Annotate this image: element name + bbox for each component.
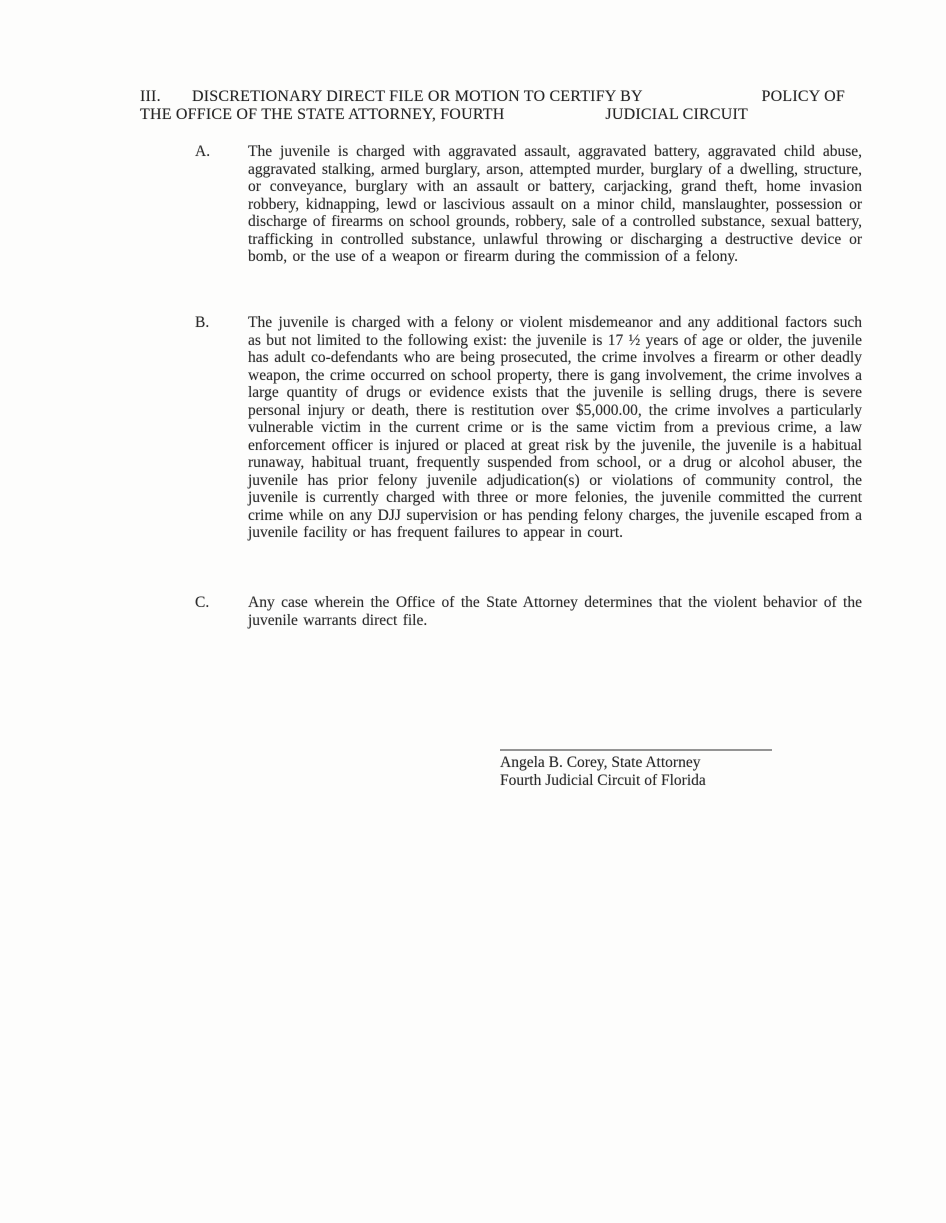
section-label: C. (195, 594, 210, 611)
heading-line-1-left: DISCRETIONARY DIRECT FILE OR MOTION TO CERTIFY BY (192, 88, 643, 105)
section-label: A. (195, 143, 211, 160)
section-heading (140, 88, 845, 124)
section-item-a (195, 143, 862, 266)
heading-line-1 (140, 88, 845, 106)
section-item-b (195, 314, 862, 542)
heading-line-2 (140, 106, 748, 124)
section-text: The juvenile is charged with a felony or violent misdemeanor and any additional factors such as but not limited to the following exist: the juvenile is 17 ½ years of age or older, the juvenile has adult co-defendants who are being prosecuted, the crime involves a firearm or other deadly weapon, the crime occurred on school property, there is gang involvement, the crime involves a large quantity of drugs or evidence exists that the juvenile is selling drugs, there is severe personal injury or death, there is restitution over $5,000.00, the crime involves a particularly vulnerable victim in the current crime or is the same victim from a previous crime, a law enforcement officer is injured or placed at great risk by the juvenile, the juvenile is a habitual runaway, habitual truant, frequently suspended from school, or a drug or alcohol abuser, the juvenile has prior felony juvenile adjudication(s) or violations of community control, the juvenile is currently charged with three or more felonies, the juvenile committed the current crime while on any DJJ supervision or has pending felony charges, the juvenile escaped from a juvenile facility or has frequent failures to appear in court. (248, 314, 862, 541)
heading-line-2-right: JUDICIAL CIRCUIT (605, 106, 748, 123)
heading-numeral: III. (140, 88, 161, 105)
signature-block (500, 749, 772, 789)
section-label: B. (195, 314, 210, 331)
signature-name: Angela B. Corey, State Attorney (500, 754, 701, 771)
section-text: Any case wherein the Office of the State Attorney determines that the violent behavior of the juvenile warrants direct file. (248, 594, 862, 629)
heading-line-1-right: POLICY OF (761, 88, 845, 105)
section-item-c (195, 594, 862, 629)
signature-title: Fourth Judicial Circuit of Florida (500, 771, 706, 789)
section-text: The juvenile is charged with aggravated assault, aggravated battery, aggravated child abuse, aggravated stalking, armed burglary, arson, attempted murder, burglary of a dwelling, structure, or conveyance, burglary with an assault or battery, carjacking, grand theft, home invasion robbery, kidnapping, lewd or lascivious assault on a minor child, manslaughter, possession or discharge of firearms on school grounds, robbery, sale of a controlled substance, sexual battery, trafficking in controlled substance, unlawful throwing or discharging a destructive device or bomb, or the use of a weapon or firearm during the commission of a felony. (248, 143, 862, 265)
heading-line-2-left: THE OFFICE OF THE STATE ATTORNEY, FOURTH (140, 106, 505, 123)
